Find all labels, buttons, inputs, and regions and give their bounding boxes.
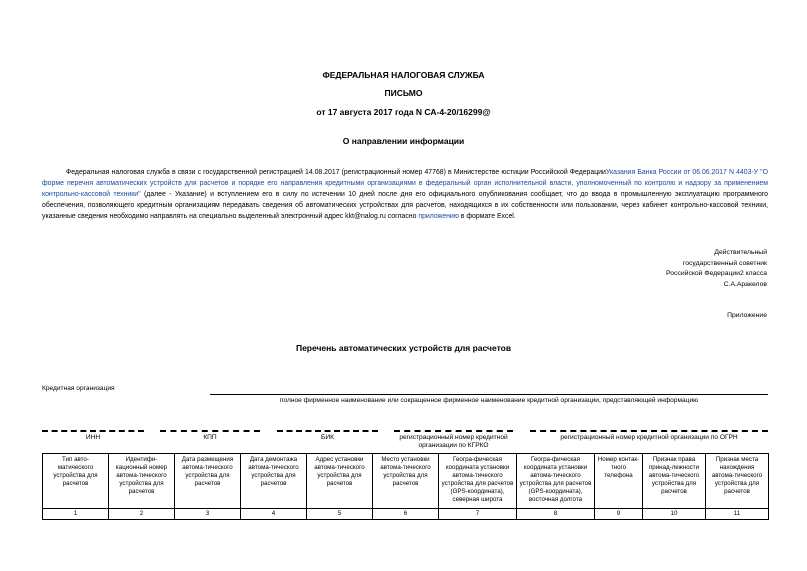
agency-title: ФЕДЕРАЛЬНАЯ НАЛОГОВАЯ СЛУЖБА — [322, 70, 485, 80]
table-number-row — [43, 509, 769, 520]
kpp-line — [160, 430, 260, 432]
column-number: 11 — [706, 509, 769, 520]
letter-body — [42, 167, 768, 222]
bik-label: БИК — [321, 434, 334, 441]
column-header: Адрес установки автома-тического устройства для расчетов — [307, 454, 373, 509]
column-number: 6 — [373, 509, 439, 520]
document-reference: от 17 августа 2017 года N СА-4-20/16299@ — [316, 107, 491, 117]
appendix-title: Перечень автоматических устройств для расчетов — [295, 343, 512, 353]
column-header: Признак права принад-лежности автома-тического устройства для расчетов — [643, 454, 706, 509]
appendix-label: Приложение — [727, 312, 767, 319]
signature-block — [666, 248, 767, 290]
signature-line-3: Российской Федерации2 класса — [666, 270, 767, 277]
document-type: ПИСЬМО — [384, 88, 423, 98]
column-number: 1 — [43, 509, 109, 520]
signature-line-1: Действительный — [714, 249, 767, 256]
signature-line-2: государственный советник — [682, 259, 767, 267]
column-header: Тип авто-матического устройства для расчетов — [43, 454, 109, 509]
column-number: 2 — [109, 509, 175, 520]
kgrko-line — [394, 430, 513, 432]
body-text-3: в формате Excel. — [458, 213, 516, 220]
kpp-label: КПП — [203, 434, 217, 441]
ogrn-line — [530, 430, 768, 432]
org-label: Кредитная организация — [42, 385, 115, 392]
document-subject: О направлении информации — [342, 136, 465, 146]
column-number: 7 — [439, 509, 517, 520]
column-number: 9 — [595, 509, 643, 520]
column-header: Признак места нахождения автома-тического устройства для расчетов — [706, 454, 769, 509]
bik-line — [277, 430, 378, 432]
column-number: 3 — [175, 509, 241, 520]
appendix-link[interactable]: приложению — [418, 213, 459, 220]
kgrko-label: регистрационный номер кредитной организации по КГРКО — [399, 434, 508, 449]
column-header: Дата размещения автома-тического устройства для расчетов — [175, 454, 241, 509]
inn-label: ИНН — [85, 434, 101, 441]
inn-line — [42, 430, 144, 432]
body-text-1: Федеральная налоговая служба в связи с государственной регистрацией 14.08.2017 (регистрационный номер 47768) в Министерстве юстиции Российской Федерации — [66, 169, 606, 176]
column-number: 5 — [307, 509, 373, 520]
column-number: 8 — [517, 509, 595, 520]
devices-table — [42, 453, 769, 520]
body-text-2: (далее - Указание) и вступлением его в силу по истечении 10 дней после дня его официального опубликования сообщает, что до ввода в промышленную эксплуатацию программного обеспечения, позволяющего кредитным организациям передавать сведения об автоматических устройствах для расчетов, находящихся в их собственности или пользовании, через кабинет контрольно-кассовой техники, указанные сведения необходимо направлять на специально выделенный электронный адрес kkt@nalog.ru согласно — [42, 191, 768, 220]
regulation-link[interactable]: Указания Банка России от 06.06.2017 N 4403-У "О форме перечня автоматических устройств для расчетов и порядке его направления кредитными организациями в федеральный орган исполнительной власти, уполномоченный по контролю и надзору за применением контрольно-кассовой техники" — [42, 169, 768, 198]
org-caption: полное фирменное наименование или сокращенное фирменное наименование кредитной организации, представляющей информацию — [279, 397, 699, 404]
column-header: Номер контак-тного телефона — [595, 454, 643, 509]
column-header: Дата демонтажа автома-тического устройства для расчетов — [241, 454, 307, 509]
org-underline — [210, 394, 768, 395]
column-number: 4 — [241, 509, 307, 520]
signature-name: С.А.Аракелов — [723, 280, 767, 288]
column-number: 10 — [643, 509, 706, 520]
column-header: Геогра-фическая координата установки автома-тического устройства для расчетов (GPS-координата), северная широта — [439, 454, 517, 509]
table-header-row — [43, 454, 769, 509]
column-header: Геогра-фическая координата установки автома-тического устройства для расчетов (GPS-координата), восточная долгота — [517, 454, 595, 509]
column-header: Идентифи-кационный номер автома-тического устройства для расчетов — [109, 454, 175, 509]
ogrn-label: регистрационный номер кредитной организации по ОГРН — [560, 434, 738, 441]
column-header: Место установки автома-тического устройства для расчетов — [373, 454, 439, 509]
